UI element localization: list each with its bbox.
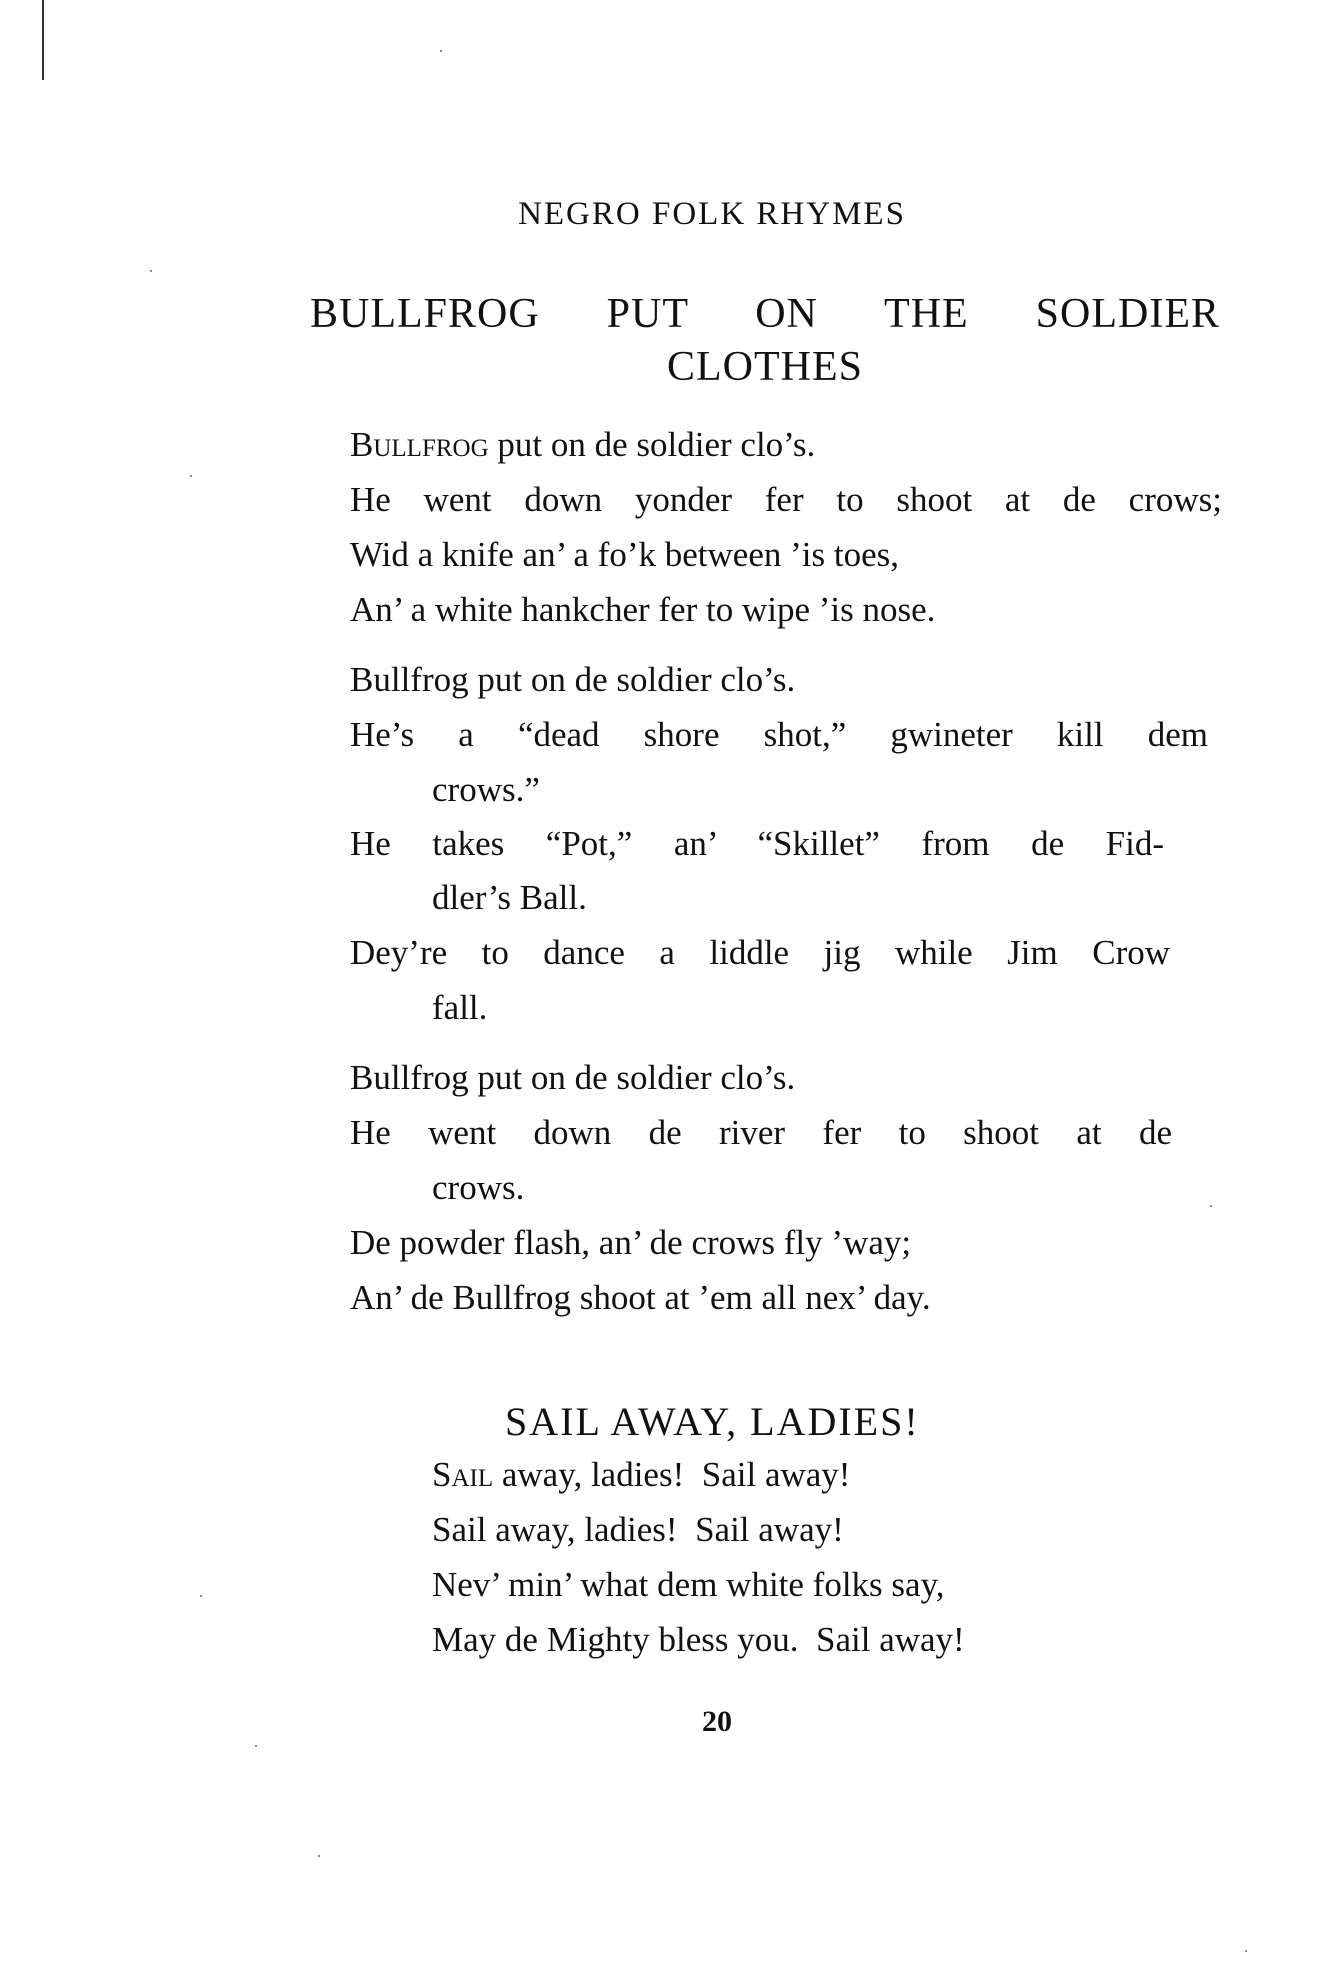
verse-line: May de Mighty bless you. Sail away! [432,1620,965,1659]
verse-line: An’ de Bullfrog shoot at ’em all nex’ day. [350,1278,931,1317]
verse-line: Bullfrog put on de soldier clo’s. [350,660,796,699]
verse-line: Dey’re to dance a liddle jig while Jim Crow [350,933,1170,972]
verse-line-continuation: dler’s Ball. [432,878,587,917]
scan-edge-mark [42,0,44,80]
verse-line-continuation: fall. [432,988,488,1027]
drop-word: Sail [432,1455,494,1494]
verse-line: He went down yonder fer to shoot at de crows; [350,480,1222,519]
paper-speck [1210,1205,1212,1207]
verse-line: Bullfrog put on de soldier clo’s. [350,425,816,464]
verse-line: Sail away, ladies! Sail away! [432,1455,851,1494]
verse-line: An’ a white hankcher fer to wipe ’is nose. [350,590,936,629]
page-number: 20 [702,1705,732,1738]
paper-speck [255,1745,257,1747]
poem-title-line-2: CLOTHES [667,344,863,390]
poem-title: SAIL AWAY, LADIES! [505,1399,920,1444]
paper-speck [190,475,192,477]
running-head: NEGRO FOLK RHYMES [518,196,906,232]
paper-speck [150,270,152,272]
verse-line: He takes “Pot,” an’ “Skillet” from de Fid- [350,824,1164,863]
verse-line: He went down de river fer to shoot at de [350,1113,1172,1152]
verse-line-continuation: crows.” [432,770,540,809]
verse-line: Sail away, ladies! Sail away! [432,1510,844,1549]
verse-line: Nev’ min’ what dem white folks say, [432,1565,945,1604]
paper-speck [200,1595,202,1597]
verse-line: Bullfrog put on de soldier clo’s. [350,1058,796,1097]
poem-title-line-1: BULLFROG PUT ON THE SOLDIER [310,291,1220,337]
paper-speck [440,50,442,52]
verse-line-continuation: crows. [432,1168,525,1207]
verse-line: He’s a “dead shore shot,” gwineter kill dem [350,715,1208,754]
paper-speck [318,1855,320,1857]
verse-line: De powder flash, an’ de crows fly ’way; [350,1223,912,1262]
verse-line: Wid a knife an’ a fo’k between ’is toes, [350,535,899,574]
paper-speck [1245,1950,1247,1952]
drop-word: Bullfrog [350,425,489,464]
